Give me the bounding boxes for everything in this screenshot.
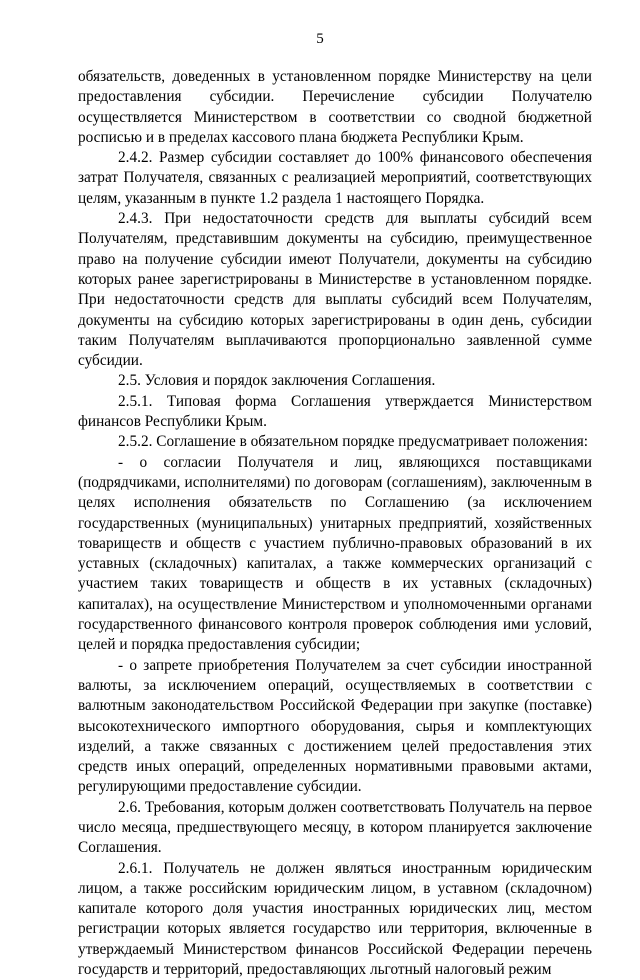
paragraph-2-6: 2.6. Требования, которым должен соответствовать Получатель на первое число месяца, предшествующего месяцу, в котором планируется заключение Соглашения. (78, 798, 592, 857)
list-item-consent: - о согласии Получателя и лиц, являющихся поставщиками (подрядчиками, исполнителями) по договорам (соглашениям), заключенным в целях исполнения обязательств по Соглашению (за исключением государственных (муниципальных) унитарных предприятий, хозяйственных товариществ и обществ с участием публично-правовых образований в их уставных (складочных) капиталах, а также коммерческих организаций с участием таких товариществ и обществ в их уставных (складочных) капиталах), на осуществление Министерством и уполномоченными органами государственного финансового контроля проверок соблюдения ими условий, целей и порядка предоставления субсидии; (78, 453, 592, 654)
page-number: 5 (316, 31, 324, 47)
paragraph-2-6-1: 2.6.1. Получатель не должен являться иностранным юридическим лицом, а также российским юридическим лицом, в уставном (складочном) капитале которого доля участия иностранных юридических лиц, местом регистрации которых является государство или территория, включенные в утверждаемый Министерством финансов Российской Федерации перечень государств и территорий, предоставляющих льготный налоговый режим (78, 859, 592, 979)
list-item-prohibition: - о запрете приобретения Получателем за счет субсидии иностранной валюты, за исключением операций, осуществляемых в соответствии с валютным законодательством Российской Федерации при закупке (поставке) высокотехнического импортного оборудования, сырья и комплектующих изделий, а также связанных с достижением целей предоставления этих средств иных операций, определенных нормативными правовыми актами, регулирующими предоставление субсидии. (78, 656, 592, 796)
paragraph-2-5-1: 2.5.1. Типовая форма Соглашения утверждается Министерством финансов Республики Крым. (78, 392, 592, 431)
paragraph-2-5-2: 2.5.2. Соглашение в обязательном порядке предусматривает положения: (118, 433, 589, 451)
paragraph-2-4-2: 2.4.2. Размер субсидии составляет до 100% финансового обеспечения затрат Получателя, связанных с реализацией мероприятий, соответствующих целям, указанным в пункте 1.2 раздела 1 настоящего Порядка. (78, 149, 592, 207)
paragraph-2-4-3: 2.4.3. При недостаточности средств для выплаты субсидий всем Получателям, представившим документы на субсидию, преимущественное право на получение субсидии имеют Получатели, документы на субсидию которых ранее зарегистрированы в Министерстве в установленном порядке. При недостаточности средств для выплаты субсидий всем Получателям, документы на субсидию которых зарегистрированы в один день, субсидии таким Получателям выплачиваются пропорционально заявленной сумме субсидии. (78, 210, 592, 370)
paragraph-2-5: 2.5. Условия и порядок заключения Соглашения. (118, 372, 436, 390)
paragraph-continuation: обязательств, доведенных в установленном порядке Министерству на цели предоставления субсидии. Перечисление субсидии Получателю осуществляется Министерством в соответствии со сводной бюджетной росписью и в пределах кассового плана бюджета Республики Крым. (78, 68, 592, 146)
body-text (78, 67, 592, 980)
